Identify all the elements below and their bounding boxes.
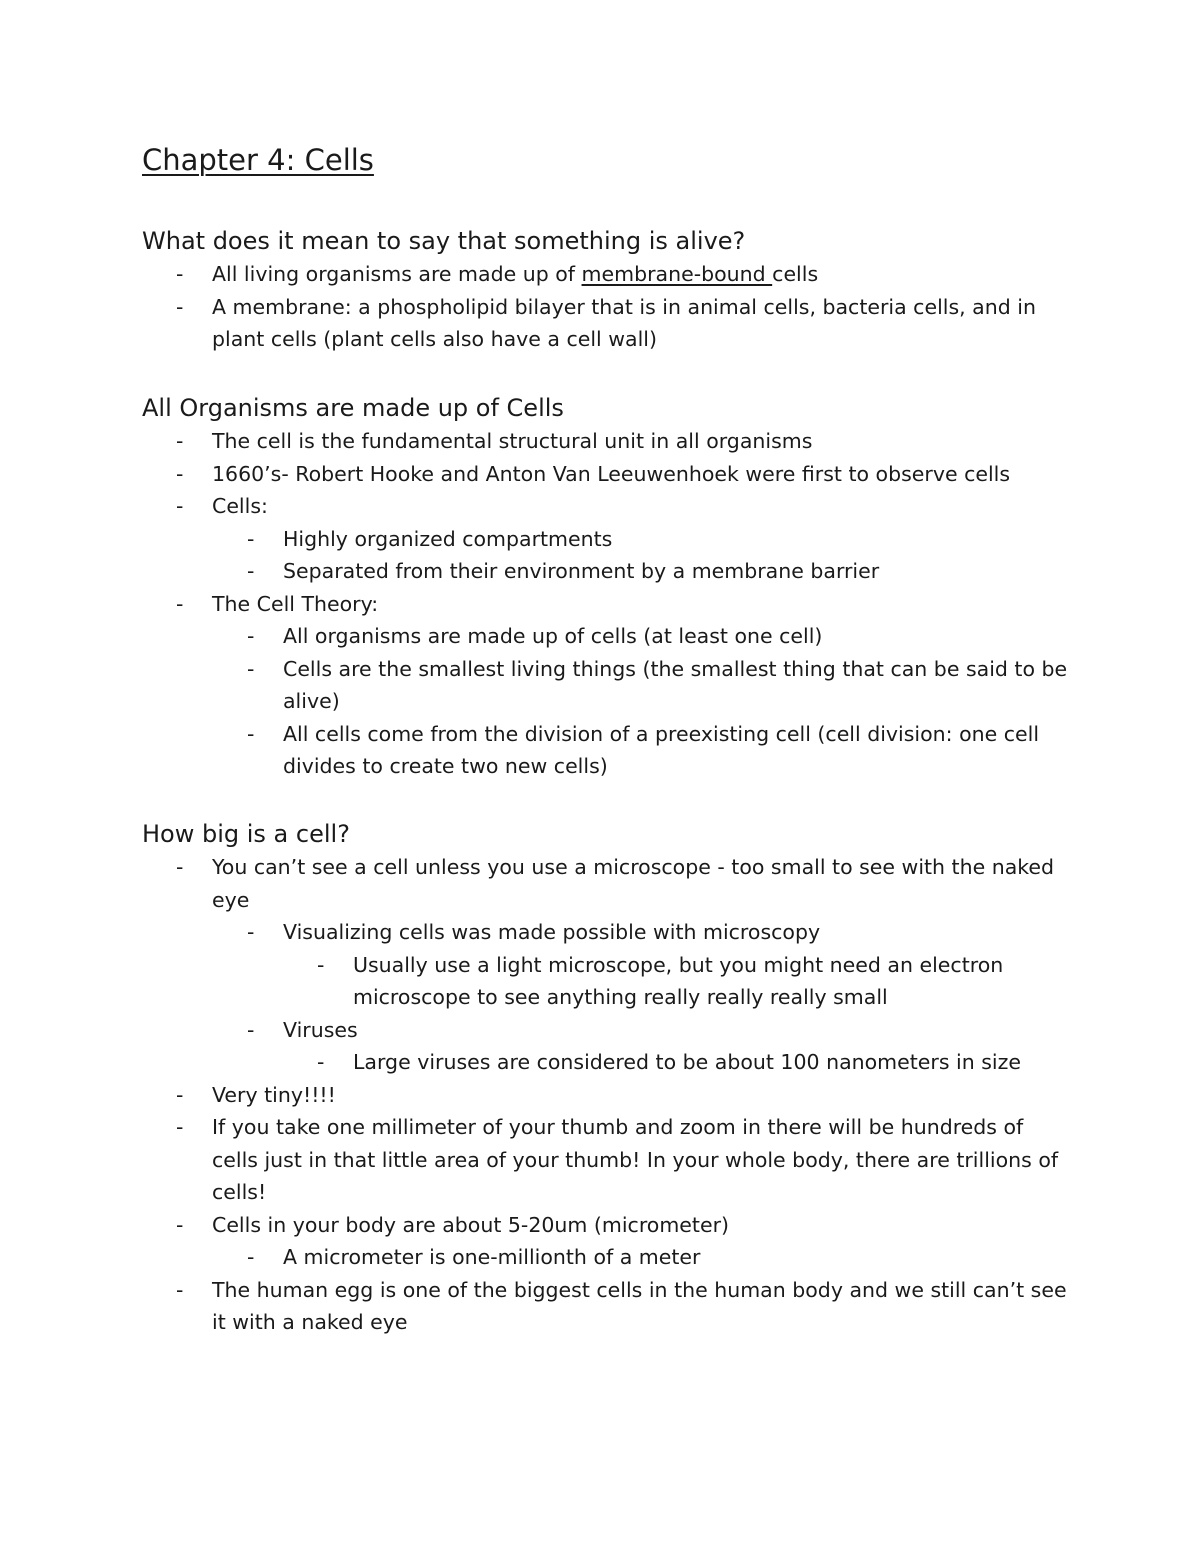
dash-bullet: - xyxy=(247,920,255,944)
dash-bullet: - xyxy=(176,1277,184,1302)
bullet-list xyxy=(142,258,1072,356)
list-item: - Very tiny!!!! xyxy=(142,1079,1072,1112)
sub-bullet-list xyxy=(142,916,1072,949)
sub-sub-bullet-list xyxy=(142,1046,1072,1079)
dash-bullet: - xyxy=(247,656,255,681)
dash-bullet: - xyxy=(176,1212,184,1237)
dash-bullet: - xyxy=(247,721,255,746)
dash-bullet: - xyxy=(176,591,184,616)
sub-bullet-list xyxy=(142,1014,1072,1047)
list-item: - Cells are the smallest living things (the smallest thing that can be said to be alive) xyxy=(142,653,1072,718)
list-item: - A micrometer is one-millionth of a meter xyxy=(142,1241,1072,1274)
dash-bullet: - xyxy=(317,952,325,977)
dash-bullet: - xyxy=(176,461,184,486)
page-title: Chapter 4: Cells xyxy=(142,143,374,177)
dash-bullet: - xyxy=(317,1050,325,1074)
list-item: - Highly organized compartments xyxy=(142,523,1072,556)
section-organisms xyxy=(142,391,1072,783)
dash-bullet: - xyxy=(247,624,255,648)
list-item: - If you take one millimeter of your thumb and zoom in there will be hundreds of cells just in that little area of your thumb! In your whole body, there are trillions of cells! xyxy=(142,1111,1072,1209)
list-item: - Cells: xyxy=(142,490,1072,523)
list-item: - Usually use a light microscope, but you might need an electron microscope to see anything really really really small xyxy=(142,949,1072,1014)
list-item: - All cells come from the division of a preexisting cell (cell division: one cell divides to create two new cells) xyxy=(142,718,1072,783)
sub-bullet-list xyxy=(142,523,1072,588)
section-heading: All Organisms are made up of Cells xyxy=(142,394,564,422)
dash-bullet: - xyxy=(247,1017,255,1042)
list-item: - Separated from their environment by a membrane barrier xyxy=(142,555,1072,588)
dash-bullet: - xyxy=(176,429,184,453)
list-item: - A membrane: a phospholipid bilayer that is in animal cells, bacteria cells, and in plant cells (plant cells also have a cell wall) xyxy=(142,291,1072,356)
bullet-list xyxy=(142,851,1072,916)
bullet-list xyxy=(142,588,1072,621)
list-item: - You can’t see a cell unless you use a microscope - too small to see with the naked eye xyxy=(142,851,1072,916)
bullet-list xyxy=(142,1274,1072,1339)
dash-bullet: - xyxy=(176,1115,184,1139)
dash-bullet: - xyxy=(176,855,184,879)
list-item: - All living organisms are made up of membrane-bound cells xyxy=(142,258,1072,291)
dash-bullet: - xyxy=(247,559,255,583)
dash-bullet: - xyxy=(247,1245,255,1269)
dash-bullet: - xyxy=(176,494,184,518)
section-alive xyxy=(142,224,1072,356)
sub-bullet-list xyxy=(142,620,1072,783)
sub-sub-bullet-list xyxy=(142,949,1072,1014)
section-heading: What does it mean to say that something is alive? xyxy=(142,227,746,255)
list-item: - Viruses xyxy=(142,1014,1072,1047)
list-item: - Large viruses are considered to be about 100 nanometers in size xyxy=(142,1046,1072,1079)
list-item: - The Cell Theory: xyxy=(142,588,1072,621)
section-cell-size xyxy=(142,817,1072,1339)
bullet-list xyxy=(142,425,1072,523)
sub-bullet-list xyxy=(142,1241,1072,1274)
dash-bullet: - xyxy=(176,1082,184,1107)
section-heading: How big is a cell? xyxy=(142,820,350,848)
dash-bullet: - xyxy=(176,294,184,319)
list-item: - 1660’s- Robert Hooke and Anton Van Leeuwenhoek were first to observe cells xyxy=(142,458,1072,491)
list-item: - The cell is the fundamental structural unit in all organisms xyxy=(142,425,1072,458)
dash-bullet: - xyxy=(176,262,184,286)
list-item: - Visualizing cells was made possible with microscopy xyxy=(142,916,1072,949)
bullet-list xyxy=(142,1079,1072,1242)
list-item: - The human egg is one of the biggest cells in the human body and we still can’t see it with a naked eye xyxy=(142,1274,1072,1339)
underlined-term: membrane-bound xyxy=(581,262,773,286)
list-item: - Cells in your body are about 5-20um (micrometer) xyxy=(142,1209,1072,1242)
dash-bullet: - xyxy=(247,526,255,551)
list-item: - All organisms are made up of cells (at least one cell) xyxy=(142,620,1072,653)
